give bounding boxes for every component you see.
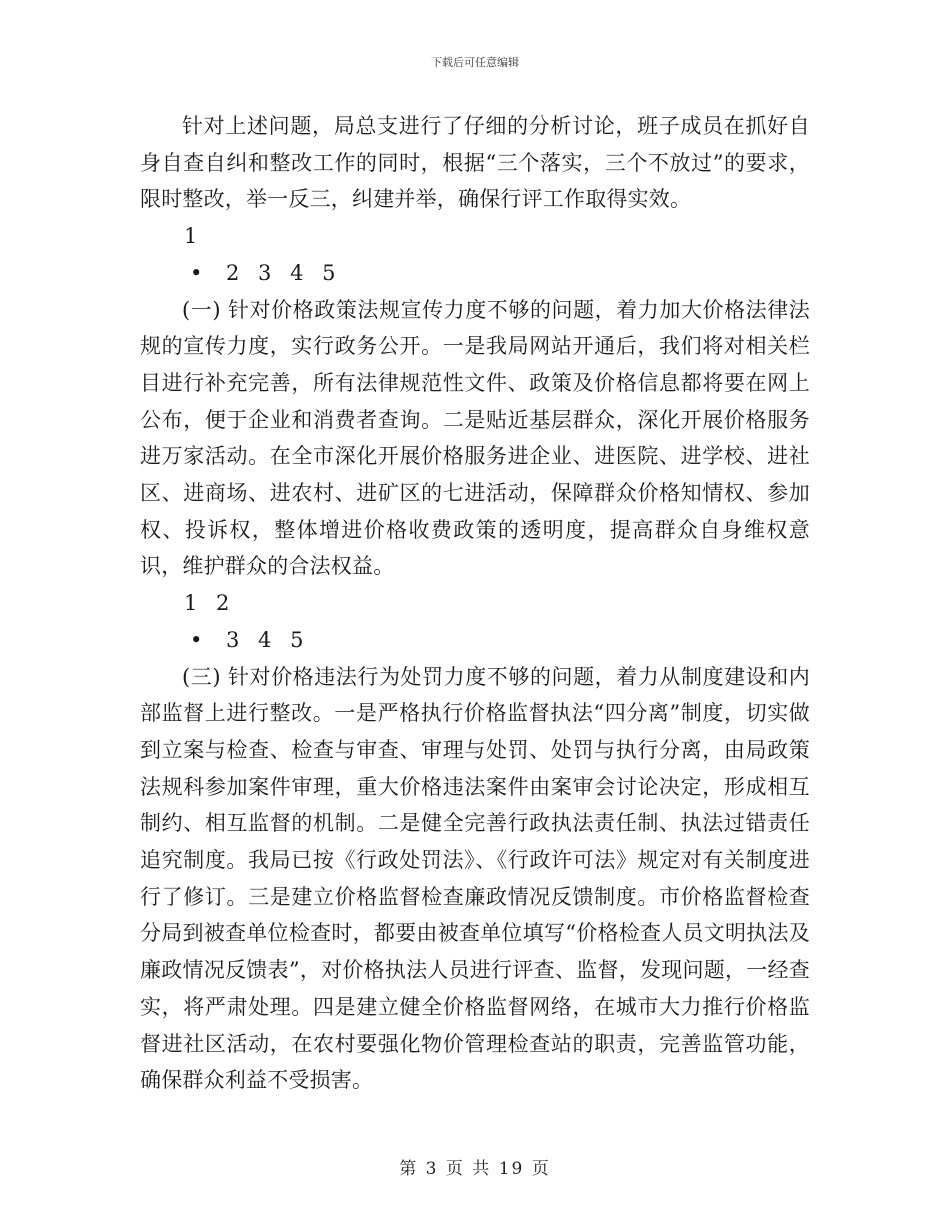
bullet-dot-icon: •	[190, 627, 203, 652]
list-number-1: 1	[184, 224, 204, 249]
bullet-numbers-1: 2 3 4 5	[226, 260, 342, 285]
bullet-numbers-2: 3 4 5	[226, 627, 310, 652]
bullet-line-2	[140, 622, 810, 659]
document-body	[140, 108, 810, 1099]
section-one-paragraph: (一) 针对价格政策法规宣传力度不够的问题，着力加大价格法律法规的宣传力度，实行政务公开。一是我局网站开通后，我们将对相关栏目进行补充完善，所有法律规范性文件、政策及价格信息都将要在网上公布，便于企业和消费者查询。二是贴近基层群众，深化开展价格服务进万家活动。在全市深化开展价格服务进企业、进医院、进学校、进社区、进商场、进农村、进矿区的七进活动，保障群众价格知情权、参加权、投诉权，整体增进价格收费政策的透明度，提高群众自身维权意识，维护群众的合法权益。	[140, 297, 810, 579]
page-number: 第 3 页 共 19 页	[399, 1159, 551, 1179]
bullet-line-1	[140, 255, 810, 292]
list-number-2: 1 2	[184, 591, 236, 616]
page-header-note: 下载后可任意编辑	[431, 56, 519, 69]
section-three-paragraph: (三) 针对价格违法行为处罚力度不够的问题，着力从制度建设和内部监督上进行整改。一是严格执行价格监督执法“四分离”制度，切实做到立案与检查、检查与审查、审理与处罚、处罚与执行分离，由局政策法规科参加案件审理，重大价格违法案件由案审会讨论决定，形成相互制约、相互监督的机制。二是健全完善行政执法责任制、执法过错责任追究制度。我局已按《行政处罚法》、《行政许可法》规定对有关制度进行了修订。三是建立价格监督检查廉政情况反馈制度。市价格监督检查分局到被查单位检查时，都要由被查单位填写“价格检查人员文明执法及廉政情况反馈表”，对价格执法人员进行评查、监督，发现问题，一经查实，将严肃处理。四是建立健全价格监督网络，在城市大力推行价格监督进社区活动，在农村要强化物价管理检查站的职责，完善监管功能，确保群众利益不受损害。	[140, 664, 810, 1093]
bullet-dot-icon: •	[190, 260, 203, 285]
intro-paragraph: 针对上述问题，局总支进行了仔细的分析讨论，班子成员在抓好自身自查自纠和整改工作的同时，根据“三个落实，三个不放过”的要求，限时整改，举一反三，纠建并举，确保行评工作取得实效。	[140, 114, 810, 212]
